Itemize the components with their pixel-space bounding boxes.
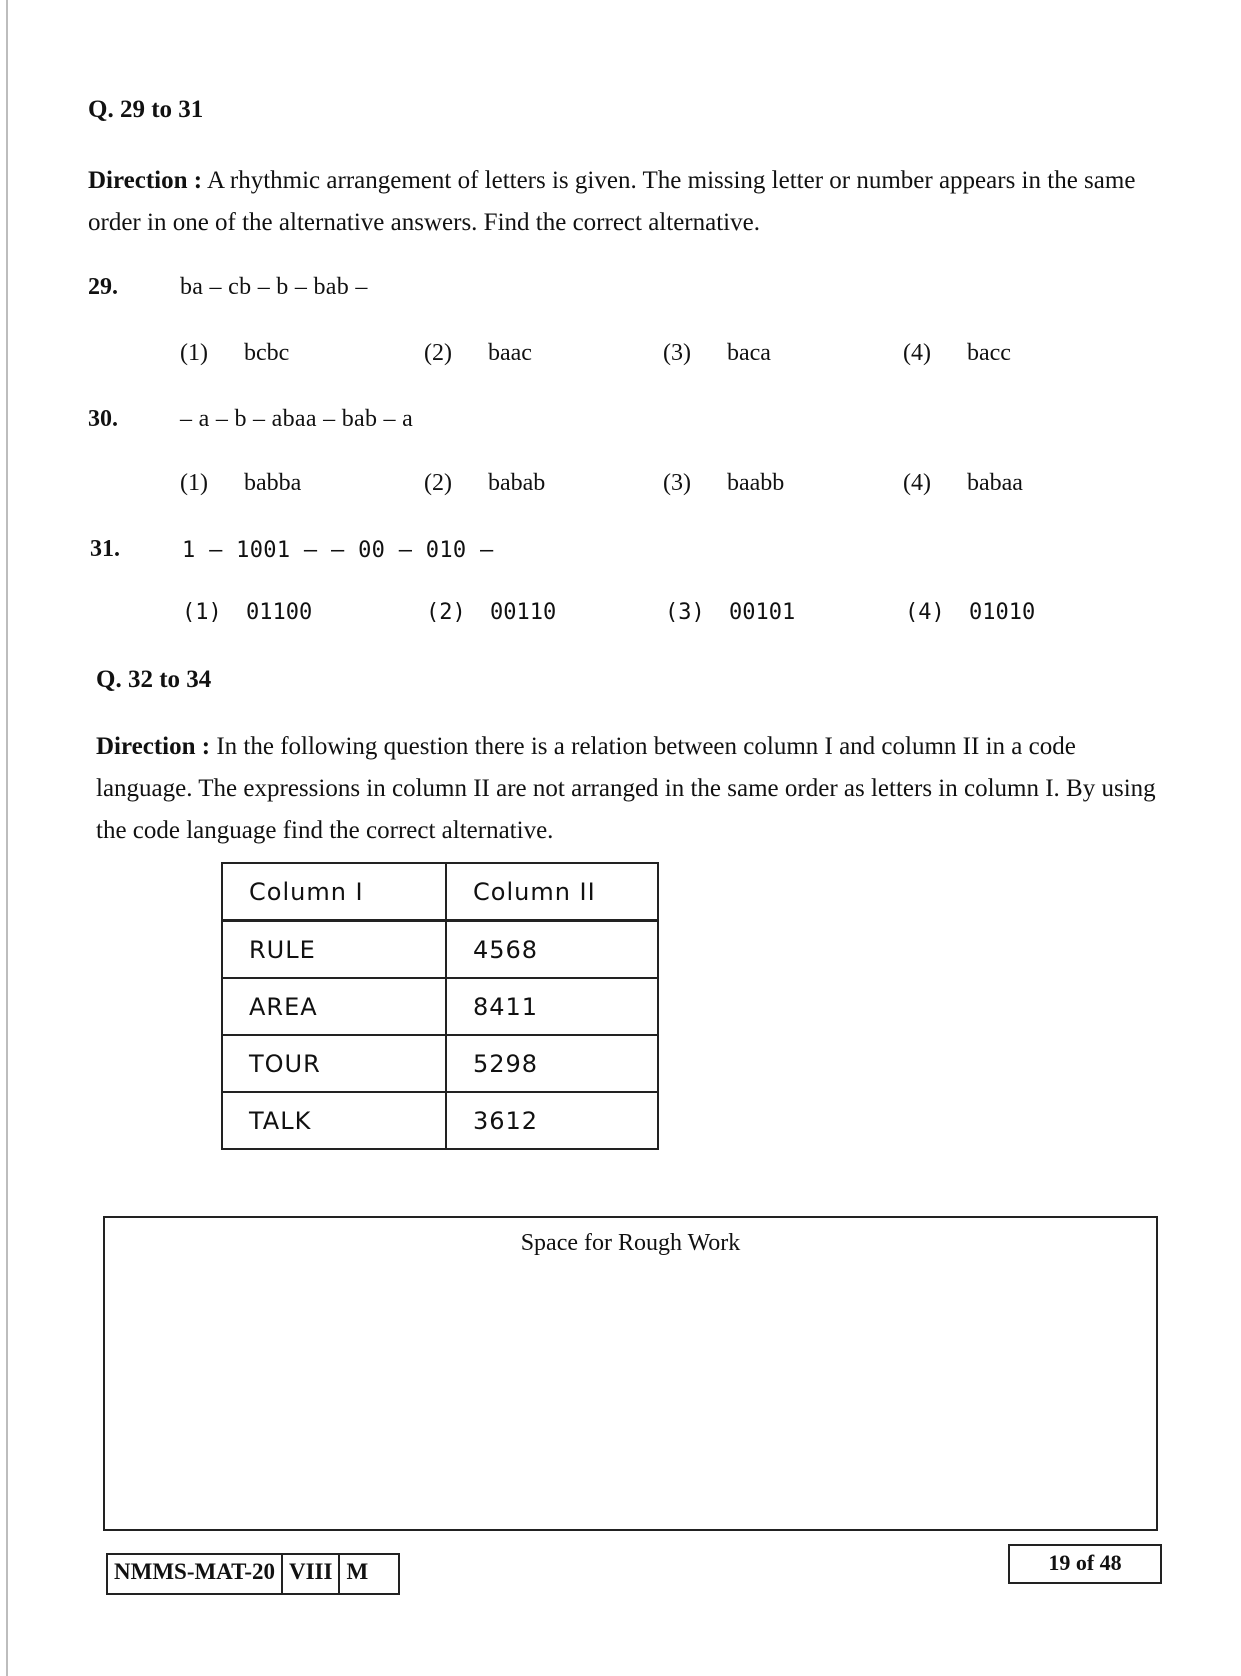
code-table <box>221 862 659 1150</box>
direction-paragraph-2 <box>96 726 1162 852</box>
option-text: 01010 <box>969 600 1036 625</box>
option-text: babba <box>244 470 302 496</box>
table-row <box>222 1035 658 1092</box>
option-text: baabb <box>727 470 785 496</box>
rough-work-box <box>103 1216 1158 1531</box>
question-text: – a – b – abaa – bab – a <box>180 406 414 432</box>
option-text: baca <box>727 340 771 366</box>
table-cell: 3612 <box>446 1092 658 1149</box>
option-text: bcbc <box>244 340 290 366</box>
direction-paragraph-1 <box>88 160 1158 244</box>
direction-label: Direction : <box>88 167 203 194</box>
option <box>903 340 1011 367</box>
table-cell: TALK <box>222 1092 446 1149</box>
option-number: (1) <box>180 470 208 496</box>
table-row <box>222 921 658 979</box>
option-text: babaa <box>967 470 1023 496</box>
table-cell: AREA <box>222 978 446 1035</box>
option-number: (2) <box>426 600 466 625</box>
section-heading-32-34: Q. 32 to 34 <box>96 666 212 693</box>
option-number: (1) <box>182 600 222 625</box>
table-cell: 5298 <box>446 1035 658 1092</box>
option-text: bacc <box>967 340 1011 366</box>
option <box>180 470 301 497</box>
question-number: 30. <box>88 406 118 432</box>
option-text: 00110 <box>490 600 557 625</box>
option <box>665 600 795 625</box>
option-number: (2) <box>424 340 452 366</box>
option <box>663 340 771 367</box>
question-number: 31. <box>90 536 120 562</box>
question-number: 29. <box>88 274 118 300</box>
option-number: (1) <box>180 340 208 366</box>
question-text: 1 – 1001 – – 00 – 010 – <box>182 538 494 563</box>
direction-text: A rhythmic arrangement of letters is given. The missing letter or number appears in the same order in one of the alternative answers. Find the correct alternative. <box>88 167 1136 236</box>
option-number: (4) <box>903 340 931 366</box>
medium-code: M <box>346 1559 369 1584</box>
option-number: (2) <box>424 470 452 496</box>
table-row <box>222 978 658 1035</box>
class-code: VIII <box>283 1555 340 1593</box>
option-number: (3) <box>663 470 691 496</box>
section-heading-29-31: Q. 29 to 31 <box>88 96 204 123</box>
option-text: 01100 <box>246 600 313 625</box>
option-number: (4) <box>905 600 945 625</box>
page-edge-line <box>6 0 8 1676</box>
option-text: 00101 <box>729 600 796 625</box>
paper-code-box <box>106 1553 400 1595</box>
option-number: (3) <box>663 340 691 366</box>
table-header-row <box>222 863 658 921</box>
option-text: baac <box>488 340 532 366</box>
table-cell: 8411 <box>446 978 658 1035</box>
table-cell: TOUR <box>222 1035 446 1092</box>
option <box>424 470 545 497</box>
table-header: Column I <box>222 863 446 921</box>
rough-work-title: Space for Rough Work <box>520 1230 741 1256</box>
direction-text: In the following question there is a relation between column I and column II in a code language. The expressions in column II are not arranged in the same order as letters in column I. By using the code language find the correct alternative. <box>96 733 1156 844</box>
option <box>182 600 312 625</box>
paper-code: NMMS-MAT-20 <box>108 1555 283 1593</box>
option-text: babab <box>488 470 546 496</box>
table-row <box>222 1092 658 1149</box>
table-cell: RULE <box>222 921 446 979</box>
option <box>903 470 1023 497</box>
option <box>663 470 784 497</box>
option-number: (3) <box>665 600 705 625</box>
option <box>180 340 289 367</box>
option <box>426 600 556 625</box>
option <box>905 600 1035 625</box>
table-cell: 4568 <box>446 921 658 979</box>
question-text: ba – cb – b – bab – <box>180 274 368 300</box>
option <box>424 340 532 367</box>
direction-label: Direction : <box>96 733 211 760</box>
page-number: 19 of 48 <box>1008 1544 1162 1584</box>
table-header: Column II <box>446 863 658 921</box>
option-number: (4) <box>903 470 931 496</box>
